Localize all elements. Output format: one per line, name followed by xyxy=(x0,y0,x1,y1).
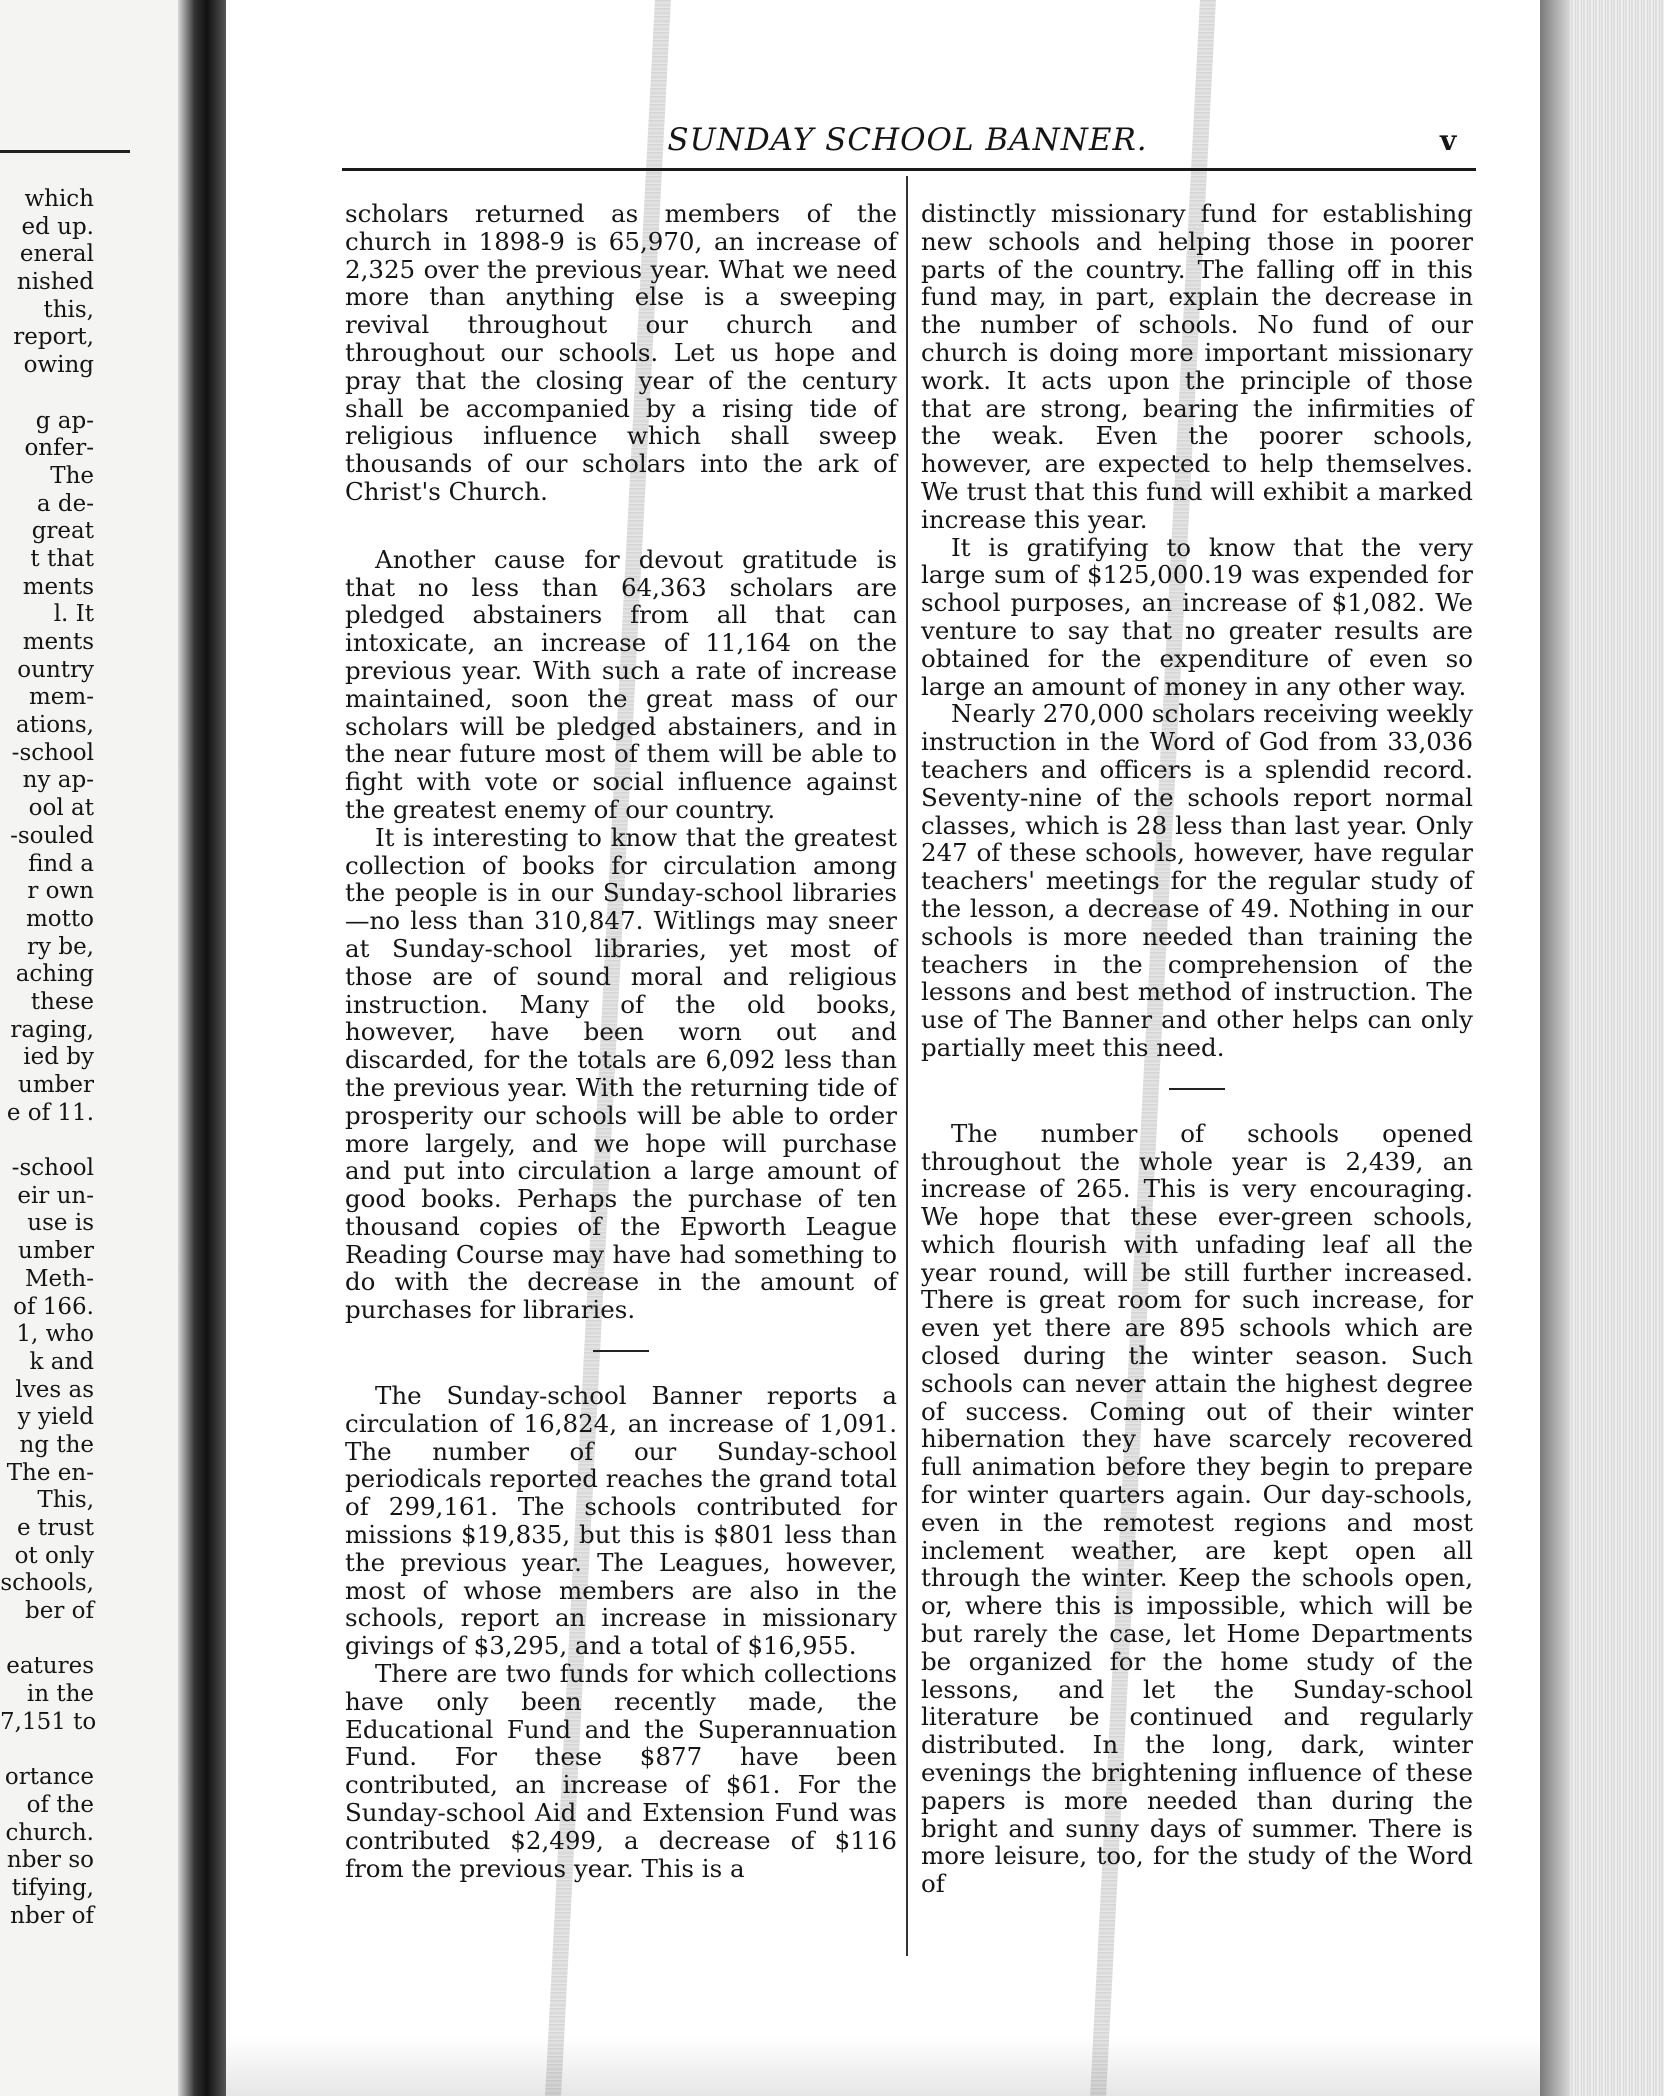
facing-page-line: in the xyxy=(26,1681,94,1708)
right-column xyxy=(921,200,1473,1898)
facing-page-line: The xyxy=(50,462,94,489)
header-rule xyxy=(342,168,1476,171)
facing-page-line: schools, xyxy=(0,1570,94,1597)
paragraph: There are two funds for which collections have only been recently made, the Educational Fund and the Superannuation Fund. For these $877 have been contributed, an increase of $61. For the Sunday-school Aid and Extension Fund was contributed $2,499, a decrease of $116 from the previous year. This is a xyxy=(345,1659,897,1883)
facing-page-line: onfer- xyxy=(24,435,94,462)
left-column xyxy=(345,200,897,1882)
paragraph: distinctly missionary fund for establishing new schools and helping those in poorer parts of the country. The falling off in this fund may, in part, explain the decrease in the number of schools. No fund of our church is doing more important missionary work. It acts upon the principle of those that are strong, bearing the infirmities of the weak. Even the poorer schools, however, are expected to help themselves. We trust that this fund will exhibit a marked increase this year. xyxy=(921,199,1473,534)
facing-page-line: The en- xyxy=(6,1459,94,1486)
facing-page-line: raging, xyxy=(10,1016,94,1043)
facing-page-line: ot only xyxy=(14,1542,94,1569)
facing-page-line: k and xyxy=(29,1348,94,1375)
page-number: v xyxy=(1440,124,1457,157)
facing-page-line xyxy=(0,380,178,408)
facing-page-line: owing xyxy=(23,352,94,379)
facing-page-line: ed up. xyxy=(21,213,94,240)
facing-page-line: -school xyxy=(11,1155,94,1182)
paragraph: Nearly 270,000 scholars receiving weekly instruction in the Word of God from 33,036 teachers and officers is a splendid record. Seventy-nine of the schools report normal classes, which is 28 less than last year. Only 247 of these schools, however, have regular teachers' meetings for the regular study of the lesson, a decrease of 49. Nothing in our schools is more needed than training the teachers in the comprehension of the lessons and best method of instruction. The use of The Banner and other helps can only partially meet this need. xyxy=(921,699,1473,1062)
section-separator xyxy=(1169,1088,1225,1090)
column-rule xyxy=(906,176,908,1956)
facing-page-line: ng the xyxy=(19,1431,94,1458)
facing-page-line: eneral xyxy=(19,241,94,268)
facing-page-line: eatures xyxy=(6,1653,94,1680)
running-head: SUNDAY SCHOOL BANNER. xyxy=(667,122,1148,158)
paragraph: Another cause for devout gratitude is that no less than 64,363 scholars are pledged abstainers from all that can intoxicate, an increase of 11,164 on the previous year. With such a rate of increase maintained, soon the great mass of our scholars will be pledged abstainers, and in the near future most of them will be able to fight with vote or social influence against the greatest enemy of our country. xyxy=(345,544,897,824)
facing-page-line: e trust xyxy=(16,1515,94,1541)
facing-page-line: This, xyxy=(37,1487,94,1514)
facing-page-line: which xyxy=(24,186,94,212)
facing-page-line: ortance xyxy=(4,1764,94,1791)
facing-page-line: umber xyxy=(18,1238,94,1265)
facing-page-line: mem- xyxy=(28,684,94,711)
facing-page-line: of the xyxy=(26,1791,94,1818)
facing-page-line: a de- xyxy=(36,490,94,517)
facing-page-line: -school xyxy=(11,739,94,766)
paragraph: The number of schools opened throughout the whole year is 2,439, an increase of 265. This is very encouraging. We hope that these ever-green schools, which flourish with unfading leaf all the year round, will be still further increased. There is great room for such increase, for even yet there are 895 schools which are closed during the winter season. Such schools can never attain the highest degree of success. Coming out of their winter hibernation they have scarcely recovered full animation before they begin to prepare for winter quarters again. Our day-schools, even in the remotest regions and most inclement weather, are kept open all through the winter. Keep the schools open, or, where this is impossible, which will be but rarely the case, let Home Departments be organized for the home study of the lessons, and let the Sunday-school literature be continued and regularly distributed. In the long, dark, winter evenings the brightening influence of these papers is more needed than during the bright and sunny days of summer. There is more leisure, too, for the study of the Word of xyxy=(921,1118,1473,1899)
facing-page-line: ations, xyxy=(15,712,94,739)
facing-page-line: Meth- xyxy=(25,1265,94,1292)
facing-page-line: ny ap- xyxy=(22,767,94,794)
facing-page-line: this, xyxy=(43,296,94,323)
facing-page-line: ber of xyxy=(25,1598,94,1625)
facing-page-line: tifying, xyxy=(11,1874,94,1901)
facing-page-line: nber of xyxy=(10,1902,94,1929)
facing-page-line: r own xyxy=(27,878,94,905)
facing-page-line: l. It xyxy=(53,601,94,628)
facing-page-line xyxy=(0,1737,178,1765)
facing-page-line: ool at xyxy=(28,795,94,822)
facing-page-line: ments xyxy=(22,573,94,600)
section-separator xyxy=(593,1350,649,1352)
facing-page-line: nber so xyxy=(6,1847,94,1874)
paragraph: scholars returned as members of the church in 1898-9 is 65,970, an increase of 2,325 over the previous year. What we need more than anything else is a sweeping revival throughout our church and throughout our schools. Let us hope and pray that the closing year of the century shall be accompanied by a rising tide of religious influence which shall sweep thousands of our scholars into the ark of Christ's Church. xyxy=(345,199,897,506)
facing-page-text xyxy=(0,186,178,1930)
facing-page-line: nished xyxy=(16,269,94,296)
facing-page-line: use is xyxy=(27,1210,94,1237)
facing-page-line: church. xyxy=(5,1819,94,1846)
paragraph: The Sunday-school Banner reports a circulation of 16,824, an increase of 1,091. The number of our Sunday-school periodicals reported reaches the grand total of 299,161. The schools contributed for missions $19,835, but this is $801 less than the previous year. The Leagues, however, most of whose members are also in the schools, report an increase in missionary givings of $3,295, and a total of $16,955. xyxy=(345,1381,897,1661)
facing-page-line: lves as xyxy=(15,1376,94,1403)
facing-page-line: these xyxy=(30,988,94,1015)
facing-page-line: ountry xyxy=(17,656,94,683)
facing-page-line: report, xyxy=(13,324,94,351)
facing-page-line: eir un- xyxy=(17,1182,94,1209)
facing-page-line: -souled xyxy=(10,822,94,849)
facing-page-line: ied by xyxy=(23,1044,94,1071)
page-shadow xyxy=(226,2036,1540,2096)
facing-page-line: 1, who xyxy=(16,1321,94,1348)
facing-page-line: g ap- xyxy=(35,407,94,434)
facing-page xyxy=(0,0,178,2096)
facing-page-line: t that xyxy=(30,545,94,572)
facing-page-line xyxy=(0,1626,178,1654)
facing-page-rule xyxy=(0,150,130,153)
facing-page-line: motto xyxy=(26,905,94,932)
facing-page-line xyxy=(0,1127,178,1155)
facing-page-line: find a xyxy=(28,850,94,877)
facing-page-line: aching xyxy=(15,961,94,988)
facing-page-line: e of 11. xyxy=(6,1099,94,1126)
facing-page-line: ments xyxy=(22,629,94,655)
page-fore-edge xyxy=(1540,0,1664,2096)
paragraph: It is interesting to know that the greatest collection of books for circulation among the people is in our Sunday-school libraries—no less than 310,847. Witlings may sneer at Sunday-school libraries, yet most of those are of sound moral and religious instruction. Many of the old books, however, have been worn out and discarded, for the totals are 6,092 less than the previous year. With the returning tide of prosperity our schools will be able to order more largely, and we hope will purchase and put into circulation a large amount of good books. Perhaps the purchase of ten thousand copies of the Epworth League Reading Course may have had something to do with the decrease in the amount of purchases for libraries. xyxy=(345,822,897,1325)
facing-page-line: great xyxy=(31,518,94,545)
paragraph: It is gratifying to know that the very large sum of $125,000.19 was expended for school purposes, an increase of $1,082. We venture to say that no greater results are obtained for the expenditure of even so large an amount of money in any other way. xyxy=(921,532,1473,701)
facing-page-line: ry be, xyxy=(27,933,94,960)
facing-page-line: of 166. xyxy=(13,1293,94,1320)
book-gutter xyxy=(178,0,226,2096)
facing-page-line: y yield xyxy=(17,1404,94,1431)
facing-page-line: 7,151 to xyxy=(0,1708,97,1735)
facing-page-line: umber xyxy=(18,1072,94,1098)
